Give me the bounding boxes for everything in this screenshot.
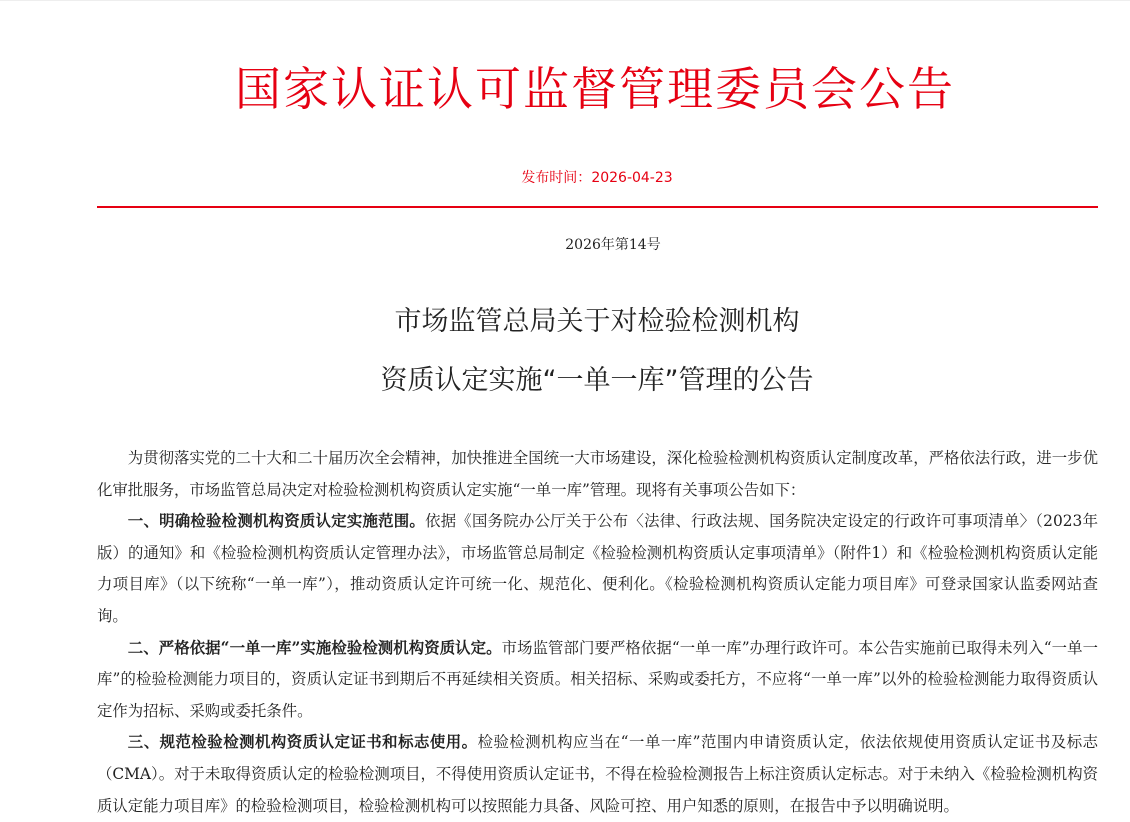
publish-date-value: 2026-04-23 [591, 170, 673, 186]
masthead-title: 国家认证认可监督管理委员会公告 [235, 62, 955, 116]
item-text-1: 依据《国务院办公厅关于公布〈法律、行政法规、国务院决定设定的行政许可事项清单〉（2023年版）的通知》和《检验检测机构资质认定管理办法》，市场监管总局制定《检验检测机构资质认定事项清单》（附件1）和《检验检测机构资质认定能力项目库》（以下统称“一单一库”），推动资质认定许可统一化、规范化、便利化。《检验检测机构资质认定能力项目库》可登录国家认监委网站查询。 [97, 512, 1098, 625]
publish-date [0, 168, 1130, 188]
item-paragraph-2 [97, 633, 1098, 728]
notice-title-line-2: 资质认定实施“一单一库”管理的公告 [380, 365, 814, 396]
document-number: 2026年第14号 [565, 237, 661, 253]
publish-date-label: 发布时间： [521, 170, 592, 186]
intro-paragraph: 为贯彻落实党的二十大和二十届历次全会精神，加快推进全国统一大市场建设，深化检验检测机构资质认定制度改革，严格依法行政，进一步优化审批服务，市场监管总局决定对检验检测机构资质认定实施“一单一库”管理。现将有关事项公告如下： [97, 449, 1098, 499]
item-text-2: 市场监管部门要严格依据“一单一库”办理行政许可。本公告实施前已取得未列入“一单一库”的检验检测能力项目的，资质认定证书到期后不再延续相关资质。相关招标、采购或委托方，不应将“一单一库”以外的检验检测能力取得资质认定作为招标、采购或委托条件。 [97, 638, 1098, 720]
notice-title-line-1: 市场监管总局关于对检验检测机构 [394, 306, 800, 337]
item-heading-1: 一、明确检验检测机构资质认定实施范围。 [127, 512, 426, 531]
top-border [0, 0, 1130, 6]
article-body [97, 443, 1098, 822]
item-heading-3: 三、规范检验检测机构资质认定证书和标志使用。 [127, 733, 478, 752]
item-paragraph-3 [97, 727, 1098, 822]
red-divider [97, 206, 1098, 208]
item-heading-2: 二、严格依据“一单一库”实施检验检测机构资质认定。 [127, 638, 502, 657]
item-text-3: 检验检测机构应当在“一单一库”范围内申请资质认定，依法依规使用资质认定证书及标志（CMA）。对于未取得资质认定的检验检测项目，不得使用资质认定证书，不得在检验检测报告上标注资质认定标志。对于未纳入《检验检测机构资质认定能力项目库》的检验检测项目，检验检测机构可以按照能力具备、风险可控、用户知悉的原则，在报告中予以明确说明。 [97, 733, 1098, 815]
item-paragraph-1 [97, 506, 1098, 632]
